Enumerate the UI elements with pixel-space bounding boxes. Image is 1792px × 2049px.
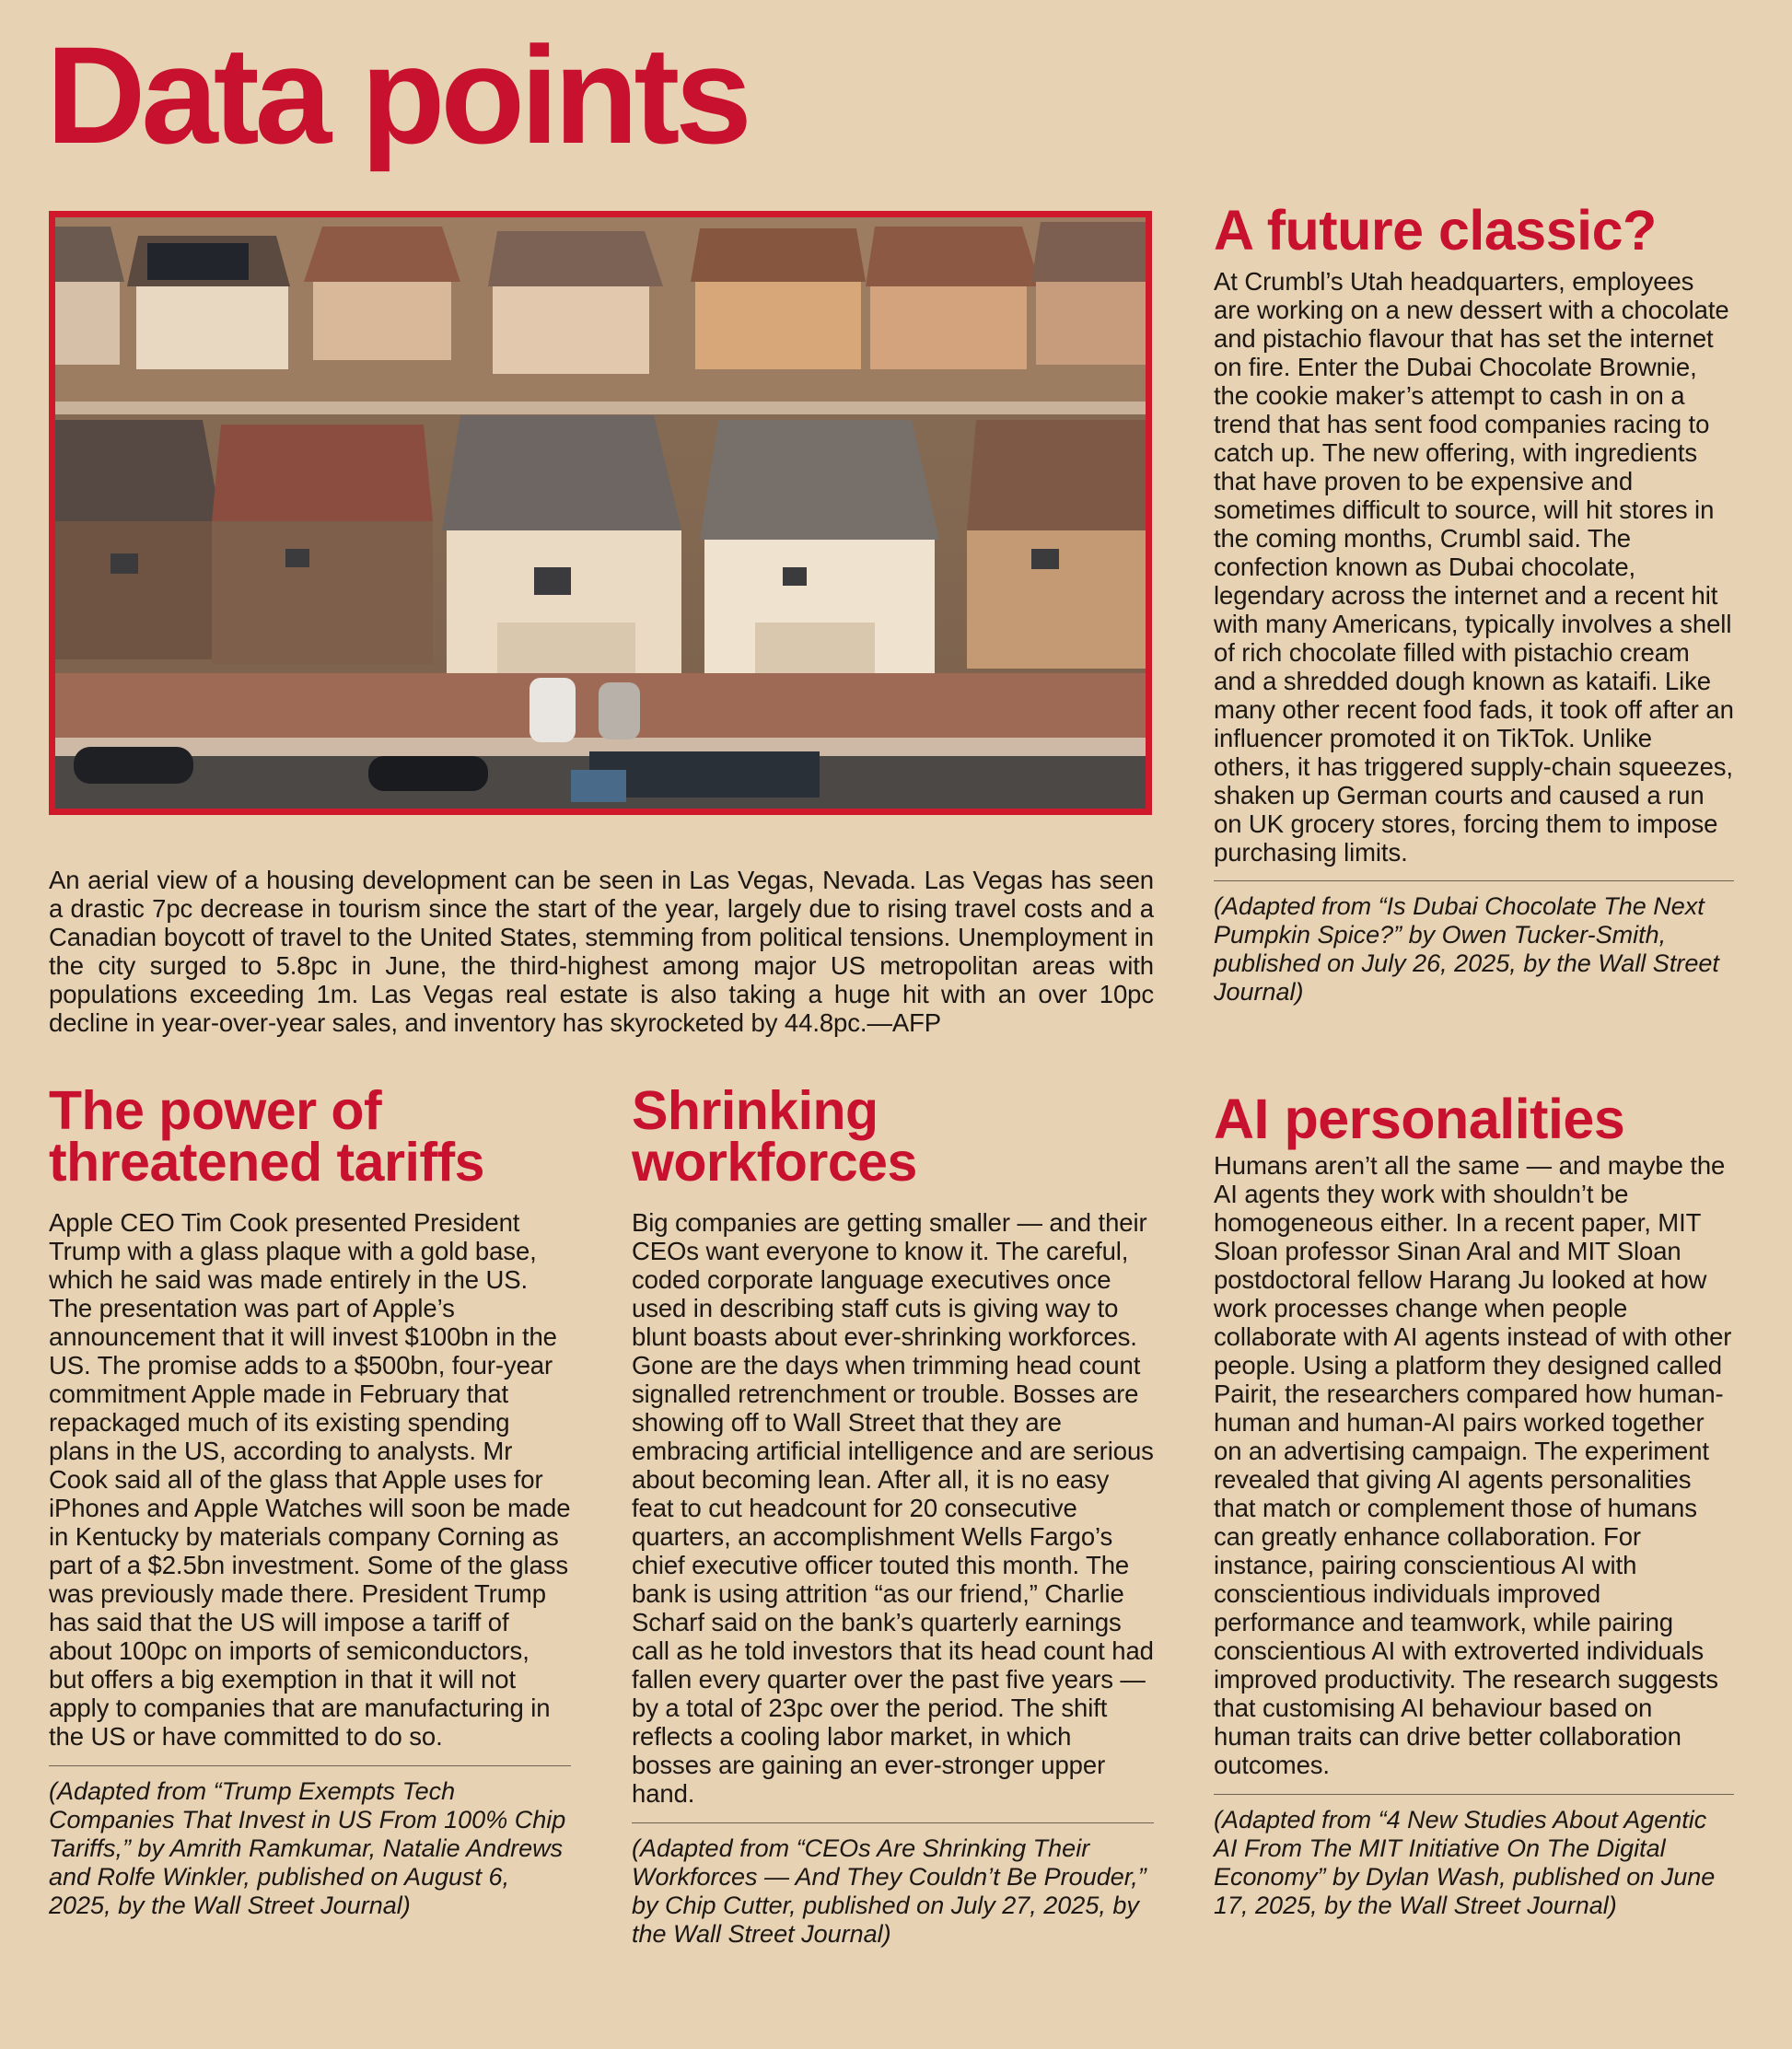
- divider: [1214, 1794, 1734, 1795]
- article-ai-personalities: [1214, 1088, 1734, 1920]
- article-credit: (Adapted from “Is Dubai Chocolate The Next Pumpkin Spice?” by Owen Tucker-Smith, published on July 26, 2025, by the Wall Street Journal): [1214, 892, 1719, 1006]
- divider: [1214, 880, 1734, 881]
- article-headline: A future classic?: [1214, 199, 1657, 262]
- article-credit: (Adapted from “Trump Exempts Tech Companies That Invest in US From 100% Chip Tariffs,” by Amrith Ramkumar, Natalie Andrews and Rolfe Winkler, published on August 6, 2025, by the Wall Street Journal): [49, 1777, 566, 1919]
- article-credit: (Adapted from “CEOs Are Shrinking Their Workforces — And They Couldn’t Be Prouder,” by Chip Cutter, published on July 27, 2025, by the Wall Street Journal): [632, 1834, 1146, 1948]
- article-body: Humans aren’t all the same — and maybe the AI agents they work with shouldn’t be homogeneous either. In a recent paper, MIT Sloan professor Sinan Aral and MIT Sloan postdoctoral fellow Harang Ju looked at how work processes change when people collaborate with AI agents instead of with other people. Using a platform they designed called Pairit, the researchers compared how human-human and human-AI pairs worked together on an advertising campaign. The experiment revealed that giving AI agents personalities that match or complement those of humans can greatly enhance collaboration. For instance, pairing conscientious AI with conscientious individuals improved performance and teamwork, while pairing conscientious AI with extroverted individuals improved productivity. The research suggests that customising AI behaviour based on human traits can drive better collaboration outcomes.: [1214, 1151, 1732, 1779]
- article-workforces: [632, 1080, 1154, 1949]
- article-headline: The power of threatened tariffs: [49, 1080, 484, 1193]
- article-future-classic: [1214, 199, 1734, 1007]
- photo-illustration: [55, 217, 1146, 809]
- page-title: Data points: [46, 17, 748, 172]
- back-row-houses: [55, 222, 1146, 374]
- article-headline: Shrinking workforces: [632, 1080, 917, 1193]
- article-body: Big companies are getting smaller — and their CEOs want everyone to know it. The careful, coded corporate language executives once used in describing staff cuts is giving way to blunt boasts about ever-shrinking workforces. Gone are the days when trimming head count signalled retrenchment or trouble. Bosses are showing off to Wall Street that they are embracing artificial intelligence and are serious about becoming lean. After all, it is no easy feat to cut headcount for 20 consecutive quarters, an accomplishment Wells Fargo’s chief executive officer touted this month. The bank is using attrition “as our friend,” Charlie Scharf said on the bank’s quarterly earnings call as he told investors that its head count had fallen every quarter over the past five years — by a total of 23pc over the period. The shift reflects a cooling labor market, in which bosses are gaining an ever-stronger upper hand.: [632, 1208, 1154, 1808]
- article-body: Apple CEO Tim Cook presented President Trump with a glass plaque with a gold base, which he said was made entirely in the US. The presentation was part of Apple’s announcement that it will invest $100bn in the US. The promise adds to a $500bn, four-year commitment Apple made in February that repackaged much of its existing spending plans in the US, according to analysts. Mr Cook said all of the glass that Apple uses for iPhones and Apple Watches will soon be made in Kentucky by materials company Corning as part of a $2.5bn investment. Some of the glass was previously made there. President Trump has said that the US will impose a tariff of about 100pc on imports of semiconductors, but offers a big exemption in that it will not apply to companies that are manufacturing in the US or have committed to do so.: [49, 1208, 571, 1751]
- aerial-housing-photo: [49, 211, 1152, 815]
- divider: [632, 1822, 1154, 1823]
- article-credit: (Adapted from “4 New Studies About Agentic AI From The MIT Initiative On The Digital Economy” by Dylan Wash, published on June 17, 2025, by the Wall Street Journal): [1214, 1806, 1716, 1919]
- article-headline: AI personalities: [1214, 1088, 1625, 1150]
- photo-caption: An aerial view of a housing development can be seen in Las Vegas, Nevada. Las Vegas has seen a drastic 7pc decrease in tourism since the start of the year, largely due to rising travel costs and a Canadian boycott of travel to the United States, stemming from political tensions. Unemployment in the city surged to 5.8pc in June, the third-highest among major US metropolitan areas with populations exceeding 1m. Las Vegas real estate is also taking a huge hit with an over 10pc decline in year-over-year sales, and inventory has skyrocketed by 44.8pc.—AFP: [49, 866, 1154, 1037]
- divider: [49, 1765, 571, 1766]
- article-body: At Crumbl’s Utah headquarters, employees are working on a new dessert with a chocolate and pistachio flavour that has set the internet on fire. Enter the Dubai Chocolate Brownie, the cookie maker’s attempt to cash in on a trend that has sent food companies racing to catch up. The new offering, with ingredients that have proven to be expensive and sometimes difficult to source, will hit stores in the coming months, Crumbl said. The confection known as Dubai chocolate, legendary across the internet and a recent hit with many Americans, typically involves a shell of rich chocolate filled with pistachio cream and a shredded dough known as kataifi. Like many other recent food fads, it took off after an influencer promoted it on TikTok. Unlike others, it has triggered supply-chain squeezes, shaken up German courts and caused a run on UK grocery stores, forcing them to impose purchasing limits.: [1214, 267, 1734, 867]
- article-tariffs: [49, 1080, 571, 1920]
